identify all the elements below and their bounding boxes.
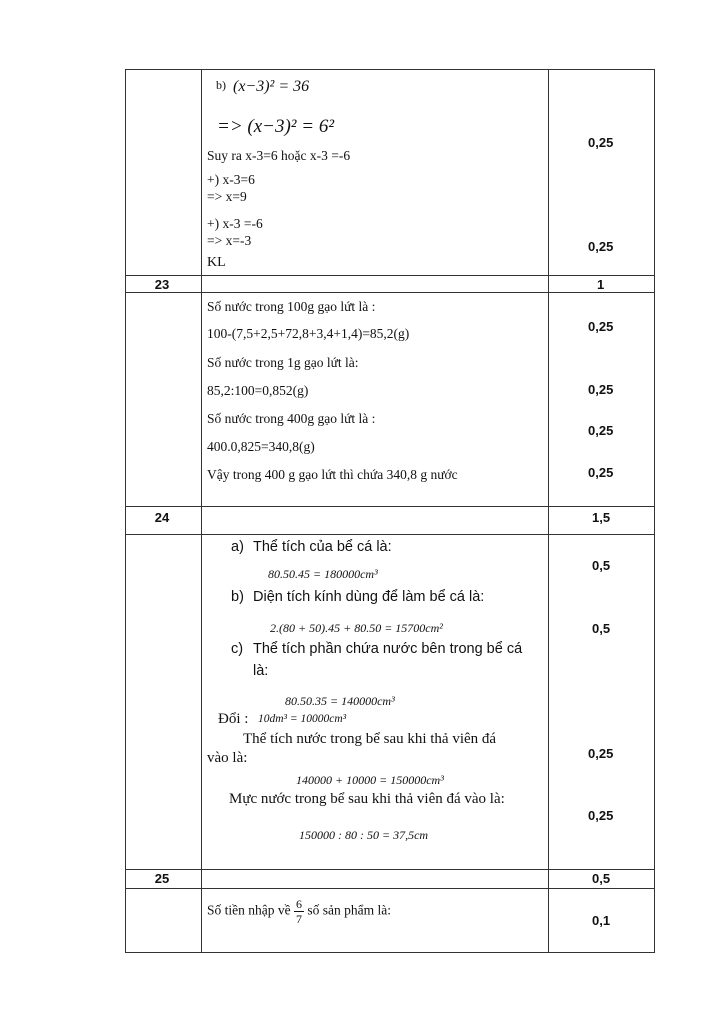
part-b-line-3: Suy ra x-3=6 hoặc x-3 =-6 (207, 148, 351, 163)
q23-line-4: 85,2:100=0,852(g) (207, 383, 309, 398)
part-b-equation-1: (x−3)² = 36 (233, 78, 310, 95)
row-divider-25-bottom (125, 888, 655, 889)
table-top-border (125, 69, 655, 70)
part-b-equation-2: => (x−3)² = 6² (217, 116, 335, 137)
q25-text (207, 897, 391, 926)
q24-c-math: 80.50.35 = 140000cm³ (285, 694, 395, 708)
question-24-number: 24 (154, 510, 170, 525)
table-bottom-border (125, 952, 655, 953)
part-b-conclusion: KL (207, 255, 226, 270)
q24-b-math: 2.(80 + 50).45 + 80.50 = 15700cm² (270, 621, 443, 635)
column-divider-score (548, 69, 549, 953)
question-24-total: 1,5 (592, 510, 611, 525)
q24-score-3: 0,25 (588, 746, 614, 761)
row-divider-24-bottom (125, 534, 655, 535)
q25-text-after: số sản phẩm là: (307, 902, 391, 918)
q24-level-text: Mực nước trong bể sau khi thả viên đá vào là: (229, 791, 505, 807)
row-divider-23-top (125, 275, 655, 276)
q23-line-2: 100-(7,5+2,5+72,8+3,4+1,4)=85,2(g) (207, 326, 410, 341)
q24-a-label: a) (231, 539, 244, 555)
part-b-line-6: +) x-3 =-6 (207, 216, 263, 231)
q23-score-2: 0,25 (588, 382, 614, 397)
q25-fraction (294, 897, 304, 926)
q24-a-math: 80.50.45 = 180000cm³ (268, 567, 378, 581)
q24-c-label: c) (231, 641, 244, 657)
table-right-border (654, 69, 655, 953)
question-25-total: 0,5 (592, 871, 611, 886)
q24-b-text: Diện tích kính dùng để làm bể cá là: (253, 589, 485, 605)
q24-c-text-1: Thể tích phần chứa nước bên trong bể cá (253, 641, 523, 657)
q24-score-1: 0,5 (592, 558, 611, 573)
q24-score-2: 0,5 (592, 621, 611, 636)
q25-fraction-denominator: 7 (296, 912, 302, 926)
part-b-label: b) (216, 78, 226, 92)
q24-after-text-1: Thể tích nước trong bể sau khi thả viên đá (243, 731, 497, 747)
q24-c-text-2: là: (253, 663, 269, 679)
q25-fraction-numerator: 6 (296, 897, 302, 911)
q23-score-1: 0,25 (588, 319, 614, 334)
question-23-number: 23 (154, 277, 170, 292)
q24-after-text-2: vào là: (207, 750, 248, 766)
q25-score: 0,1 (592, 913, 611, 928)
q24-doi-label: Đổi : (218, 711, 249, 727)
part-b-line-5: => x=9 (207, 189, 247, 204)
part-b-score-1: 0,25 (588, 135, 614, 150)
row-divider-23-bottom (125, 292, 655, 293)
part-b-line-4: +) x-3=6 (207, 172, 255, 187)
q23-line-1: Số nước trong 100g gạo lứt là : (207, 299, 376, 314)
question-25-number: 25 (154, 871, 170, 886)
q24-score-4: 0,25 (588, 808, 614, 823)
part-b-score-2: 0,25 (588, 239, 614, 254)
q23-score-4: 0,25 (588, 465, 614, 480)
q23-score-3: 0,25 (588, 423, 614, 438)
q24-after-math: 140000 + 10000 = 150000cm³ (296, 773, 444, 787)
q23-line-3: Số nước trong 1g gạo lứt là: (207, 355, 359, 370)
row-divider-25-top (125, 869, 655, 870)
part-b-line-7: => x=-3 (207, 233, 252, 248)
q23-line-5: Số nước trong 400g gạo lứt là : (207, 411, 376, 426)
q25-text-before: Số tiền nhập về (207, 902, 291, 918)
q24-level-math: 150000 : 80 : 50 = 37,5cm (299, 828, 429, 842)
q24-a-text: Thể tích của bể cá là: (253, 539, 392, 555)
q24-b-label: b) (231, 589, 244, 605)
q23-line-6: 400.0,825=340,8(g) (207, 439, 315, 454)
q23-line-7: Vậy trong 400 g gạo lứt thì chứa 340,8 g nước (207, 467, 458, 482)
question-23-total: 1 (597, 277, 605, 292)
q24-doi-math: 10dm³ = 10000cm³ (258, 713, 347, 725)
row-divider-24-top (125, 506, 655, 507)
